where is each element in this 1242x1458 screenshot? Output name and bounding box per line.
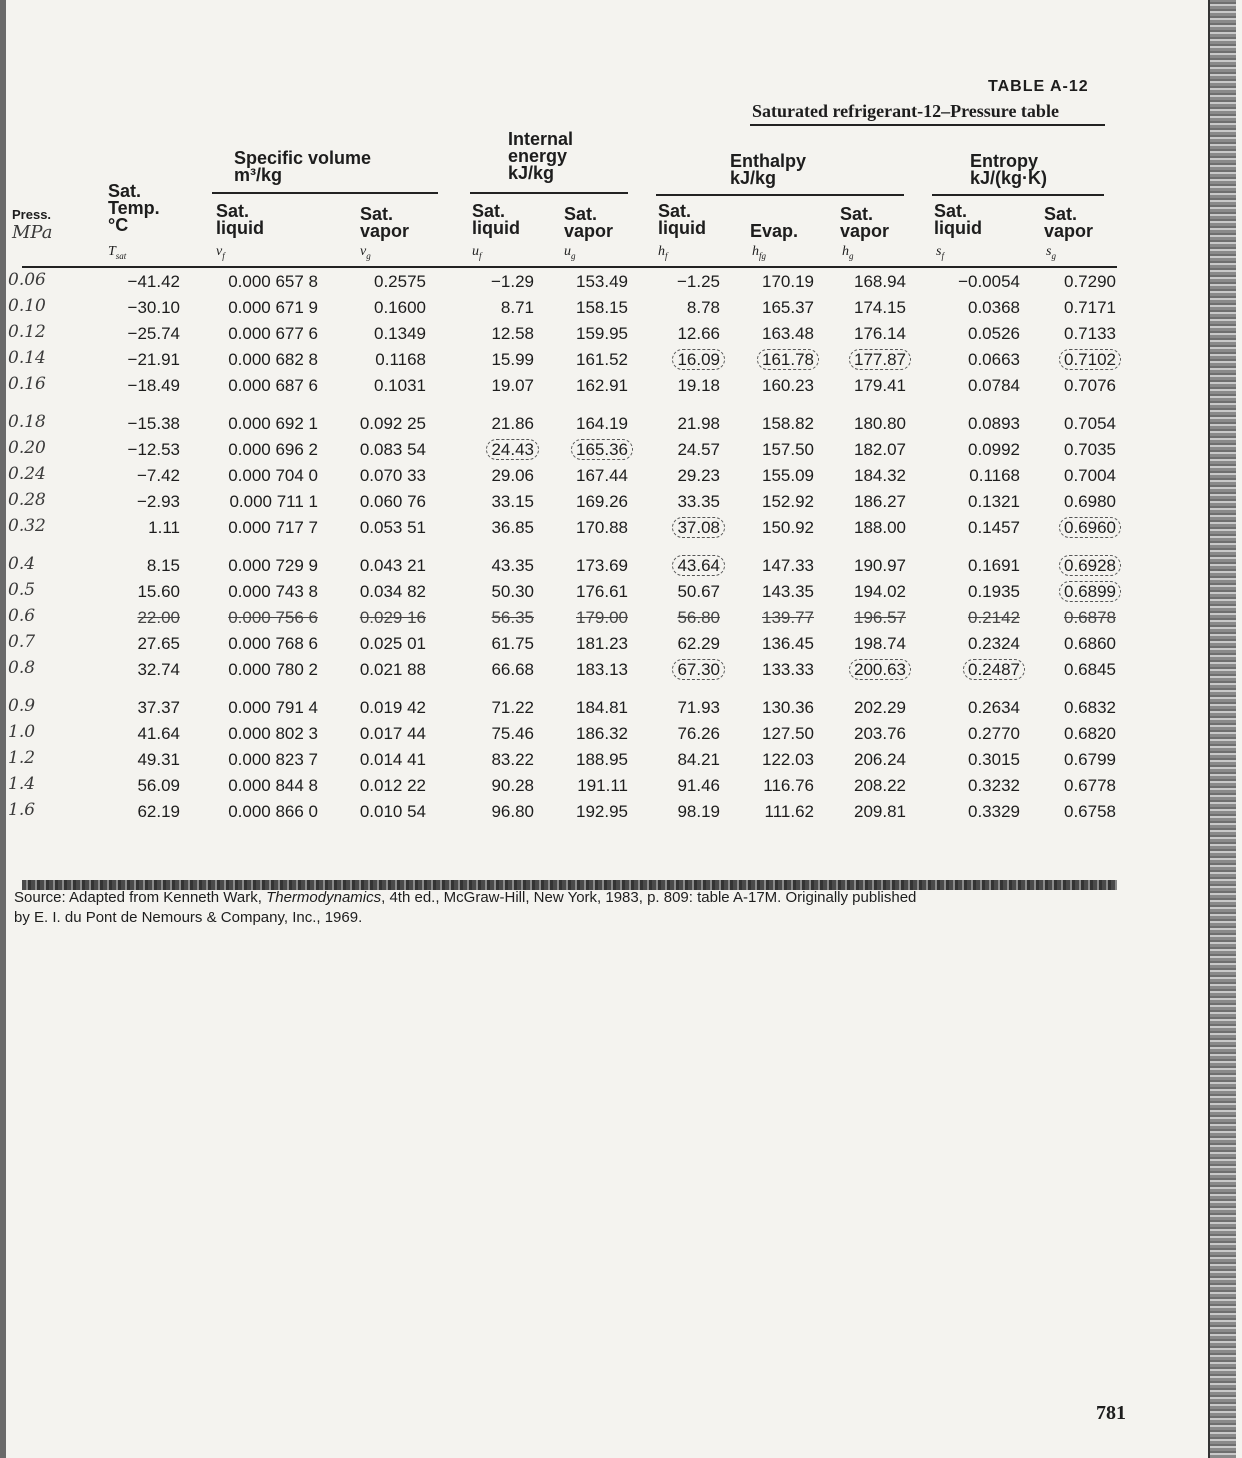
handwritten-pressure: 0.9 [8, 696, 36, 716]
cell-hg: 202.29 [854, 698, 906, 717]
cell-hfg: 143.35 [762, 582, 814, 601]
cell-uf: 15.99 [491, 350, 534, 369]
cell-uf: 21.86 [491, 414, 534, 433]
symbol-uf: $u_f$ [472, 244, 482, 261]
cell-sat-temp: 49.31 [137, 750, 180, 769]
cell-hfg: 150.92 [762, 518, 814, 537]
cell-hf: −1.25 [676, 272, 720, 291]
group-rule [212, 192, 438, 194]
cell-sg: 0.7133 [1064, 324, 1116, 343]
cell-sat-temp: 62.19 [137, 802, 180, 821]
cell-hfg: 165.37 [762, 298, 814, 317]
handwritten-pressure: 1.6 [8, 800, 36, 820]
cell-sg: 0.7004 [1064, 466, 1116, 485]
table-row [0, 322, 1130, 348]
handwritten-pressure: 0.6 [8, 606, 36, 626]
cell-vg: 0.2575 [374, 272, 426, 291]
group-rule [656, 194, 904, 196]
cell-uf: 33.15 [491, 492, 534, 511]
cell-uf: 96.80 [491, 802, 534, 821]
cell-sg: 0.7054 [1064, 414, 1116, 433]
cell-sat-temp: 15.60 [137, 582, 180, 601]
cell-hf: 21.98 [677, 414, 720, 433]
symbol-tsat: $T_{sat}$ [108, 244, 127, 261]
cell-uf: 36.85 [491, 518, 534, 537]
cell-ug: 165.36 [550, 440, 628, 460]
table-row [0, 800, 1130, 826]
cell-sf: 0.2770 [968, 724, 1020, 743]
handwritten-pressure: 0.16 [8, 374, 46, 394]
cell-sat-temp: 1.11 [148, 518, 180, 537]
table-row [0, 722, 1130, 748]
cell-sg: 0.6758 [1064, 802, 1116, 821]
col-label: Sat. [108, 181, 142, 201]
handwritten-pressure: 0.8 [8, 658, 36, 678]
cell-uf: 12.58 [491, 324, 534, 343]
cell-sat-temp: 41.64 [137, 724, 180, 743]
cell-ug: 169.26 [576, 492, 628, 511]
table-row [0, 606, 1130, 632]
cell-sf: 0.0526 [968, 324, 1020, 343]
cell-hfg: 161.78 [730, 350, 814, 370]
cell-hfg: 160.23 [762, 376, 814, 395]
cell-sg: 0.7035 [1064, 440, 1116, 459]
table-row [0, 490, 1130, 516]
source-book-title: Thermodynamics [266, 889, 382, 906]
cell-hg: 180.80 [854, 414, 906, 433]
cell-sat-temp: 37.37 [137, 698, 180, 717]
cell-vf: 0.000 711 1 [229, 492, 318, 511]
symbol-sg: $s_g$ [1046, 244, 1056, 261]
cell-ug: 176.61 [576, 582, 628, 601]
cell-hfg: 122.03 [762, 750, 814, 769]
cell-sg: 0.6928 [1030, 556, 1116, 576]
cell-uf: 19.07 [491, 376, 534, 395]
cell-vf: 0.000 692 1 [228, 414, 318, 433]
title-rule [750, 124, 1105, 126]
cell-ug: 170.88 [576, 518, 628, 537]
col-press: Press. [12, 207, 52, 222]
source-note [14, 888, 1124, 928]
cell-vg: 0.1168 [375, 350, 426, 369]
group-label: Specific volume [234, 148, 372, 168]
cell-hg: 200.63 [826, 660, 906, 680]
handwritten-pressure: 0.5 [8, 580, 36, 600]
symbol-hfg: $h_{fg}$ [752, 244, 767, 261]
cell-uf: 83.22 [491, 750, 534, 769]
symbol-hf: $h_f$ [658, 244, 668, 261]
cell-sat-temp: −21.91 [127, 350, 180, 369]
table-row [0, 774, 1130, 800]
cell-sg: 0.7076 [1064, 376, 1116, 395]
cell-hg: 208.22 [854, 776, 906, 795]
cell-hfg: 163.48 [762, 324, 814, 343]
symbol-sf: $s_f$ [936, 244, 944, 261]
table-row [0, 464, 1130, 490]
cell-sf: 0.2324 [968, 634, 1020, 653]
cell-hf: 12.66 [677, 324, 720, 343]
cell-vg: 0.070 33 [359, 466, 426, 485]
cell-vf: 0.000 704 0 [228, 466, 318, 485]
cell-uf: 61.75 [491, 634, 534, 653]
col-vf: Sat. liquid [216, 201, 264, 238]
cell-vf: 0.000 768 6 [228, 634, 318, 653]
cell-hfg: 157.50 [762, 440, 814, 459]
group-unit: m³/kg [234, 165, 283, 185]
cell-vg: 0.034 82 [359, 582, 426, 601]
cell-hg: 177.87 [826, 350, 906, 370]
table-row [0, 696, 1130, 722]
cell-ug: 173.69 [576, 556, 628, 575]
cell-hf: 62.29 [677, 634, 720, 653]
cell-hf: 33.35 [677, 492, 720, 511]
table-row [0, 348, 1130, 374]
cell-hg: 184.32 [854, 466, 906, 485]
table-row [0, 632, 1130, 658]
cell-sat-temp: −25.74 [127, 324, 180, 343]
cell-ug: 167.44 [576, 466, 628, 485]
handwritten-press-unit: MPa [12, 222, 53, 243]
cell-sat-temp: −12.53 [127, 440, 180, 459]
cell-vg: 0.1600 [374, 298, 426, 317]
cell-hg: 168.94 [854, 272, 906, 291]
cell-vf: 0.000 696 2 [228, 440, 318, 459]
table-row [0, 438, 1130, 464]
col-ug: Sat. vapor [564, 204, 614, 241]
cell-ug: 186.32 [576, 724, 628, 743]
cell-vg: 0.025 01 [359, 634, 426, 653]
cell-vf: 0.000 677 6 [228, 324, 318, 343]
cell-hg: 209.81 [854, 802, 906, 821]
table-row [0, 296, 1130, 322]
cell-sat-temp: −7.42 [136, 466, 180, 485]
group-unit: kJ/kg [508, 163, 555, 183]
col-label: °C [108, 215, 129, 235]
symbol-vg: $v_g$ [360, 244, 371, 261]
cell-sg: 0.6832 [1064, 698, 1116, 717]
cell-ug: 161.52 [576, 350, 628, 369]
cell-hf: 29.23 [677, 466, 720, 485]
col-sf: Sat. liquid [934, 201, 982, 238]
handwritten-pressure: 0.32 [8, 516, 46, 536]
cell-sf: 0.2142 [968, 608, 1020, 627]
cell-uf: 90.28 [491, 776, 534, 795]
table-row [0, 412, 1130, 438]
cell-hfg: 136.45 [762, 634, 814, 653]
cell-sg: 0.6778 [1064, 776, 1116, 795]
group-label: Enthalpy [730, 151, 807, 171]
table-row [0, 554, 1130, 580]
cell-sf: 0.2634 [968, 698, 1020, 717]
cell-sg: 0.7290 [1064, 272, 1116, 291]
cell-vf: 0.000 729 9 [228, 556, 318, 575]
cell-uf: −1.29 [490, 272, 534, 291]
cell-sf: 0.3015 [968, 750, 1020, 769]
cell-hg: 203.76 [854, 724, 906, 743]
cell-vf: 0.000 866 0 [228, 802, 318, 821]
handwritten-pressure: 0.18 [8, 412, 46, 432]
cell-vf: 0.000 717 7 [228, 518, 318, 537]
cell-ug: 188.95 [576, 750, 628, 769]
handwritten-pressure: 0.14 [8, 348, 46, 368]
handwritten-pressure: 0.7 [8, 632, 36, 652]
cell-hfg: 116.76 [763, 776, 814, 795]
cell-ug: 158.15 [576, 298, 628, 317]
cell-sg: 0.6878 [1064, 608, 1116, 627]
source-text-line2: by E. I. du Pont de Nemours & Company, Inc., 1969. [14, 909, 363, 926]
cell-uf: 43.35 [491, 556, 534, 575]
cell-hg: 176.14 [854, 324, 906, 343]
handwritten-pressure: 0.10 [8, 296, 46, 316]
cell-ug: 192.95 [576, 802, 628, 821]
cell-uf: 29.06 [491, 466, 534, 485]
cell-hg: 179.41 [854, 376, 906, 395]
cell-uf: 71.22 [491, 698, 534, 717]
cell-sg: 0.6899 [1030, 582, 1116, 602]
col-sg: Sat. vapor [1044, 204, 1094, 241]
cell-vg: 0.010 54 [359, 802, 426, 821]
cell-vg: 0.043 21 [359, 556, 426, 575]
cell-uf: 66.68 [491, 660, 534, 679]
table-row [0, 270, 1130, 296]
cell-hf: 76.26 [677, 724, 720, 743]
cell-hf: 8.78 [686, 298, 720, 317]
cell-sf: −0.0054 [958, 272, 1020, 291]
handwritten-pressure: 0.12 [8, 322, 46, 342]
cell-uf: 75.46 [491, 724, 534, 743]
cell-vf: 0.000 756 6 [228, 608, 318, 627]
cell-vg: 0.1349 [374, 324, 426, 343]
cell-hf: 91.46 [677, 776, 720, 795]
symbol-ug: $u_g$ [564, 244, 576, 261]
cell-sat-temp: 56.09 [137, 776, 180, 795]
handwritten-pressure: 0.4 [8, 554, 36, 574]
cell-vg: 0.083 54 [359, 440, 426, 459]
col-hf: Sat. liquid [658, 201, 706, 238]
cell-sg: 0.6820 [1064, 724, 1116, 743]
table-row [0, 374, 1130, 400]
cell-sat-temp: 32.74 [137, 660, 180, 679]
cell-ug: 159.95 [576, 324, 628, 343]
cell-sf: 0.3232 [968, 776, 1020, 795]
cell-vf: 0.000 671 9 [228, 298, 318, 317]
cell-ug: 183.13 [576, 660, 628, 679]
cell-vg: 0.021 88 [359, 660, 426, 679]
group-enthalpy [730, 153, 806, 187]
cell-sat-temp: −18.49 [127, 376, 180, 395]
cell-sf: 0.0784 [968, 376, 1020, 395]
cell-uf: 50.30 [491, 582, 534, 601]
cell-ug: 162.91 [576, 376, 628, 395]
cell-hf: 67.30 [640, 660, 720, 680]
cell-vg: 0.014 41 [359, 750, 426, 769]
cell-sf: 0.2487 [924, 660, 1020, 680]
cell-hg: 188.00 [854, 518, 906, 537]
cell-hfg: 170.19 [762, 272, 814, 291]
cell-hg: 198.74 [854, 634, 906, 653]
cell-hfg: 152.92 [762, 492, 814, 511]
table-row [0, 748, 1130, 774]
group-unit: kJ/kg [730, 168, 777, 188]
cell-sg: 0.6799 [1064, 750, 1116, 769]
handwritten-pressure: 0.20 [8, 438, 46, 458]
cell-vg: 0.017 44 [359, 724, 426, 743]
cell-ug: 191.11 [577, 776, 628, 795]
cell-vg: 0.060 76 [359, 492, 426, 511]
cell-vg: 0.1031 [374, 376, 426, 395]
source-text: , 4th ed., McGraw-Hill, New York, 1983, p. 809: table A-17M. Originally published [381, 889, 917, 906]
col-vg: Sat. vapor [360, 204, 410, 241]
cell-hfg: 158.82 [762, 414, 814, 433]
cell-vg: 0.092 25 [359, 414, 426, 433]
cell-uf: 24.43 [460, 440, 534, 460]
group-specific-volume [234, 150, 371, 184]
handwritten-pressure: 0.28 [8, 490, 46, 510]
cell-sat-temp: −15.38 [127, 414, 180, 433]
table-row [0, 580, 1130, 606]
group-rule [932, 194, 1104, 196]
cell-hfg: 130.36 [762, 698, 814, 717]
group-internal-energy [508, 131, 573, 182]
cell-sf: 0.0368 [968, 298, 1020, 317]
cell-hfg: 127.50 [762, 724, 814, 743]
cell-vf: 0.000 780 2 [228, 660, 318, 679]
cell-hf: 24.57 [677, 440, 720, 459]
cell-hfg: 147.33 [762, 556, 814, 575]
cell-hg: 196.57 [854, 608, 906, 627]
cell-sg: 0.6980 [1064, 492, 1116, 511]
col-uf: Sat. liquid [472, 201, 520, 238]
cell-ug: 181.23 [576, 634, 628, 653]
col-hfg: Evap. [750, 221, 799, 241]
table-label: TABLE A-12 [988, 78, 1089, 95]
table-title: Saturated refrigerant-12–Pressure table [752, 101, 1059, 121]
cell-vf: 0.000 791 4 [228, 698, 318, 717]
cell-sf: 0.1321 [968, 492, 1020, 511]
group-rule [470, 192, 628, 194]
cell-sg: 0.6860 [1064, 634, 1116, 653]
cell-hg: 174.15 [854, 298, 906, 317]
cell-hf: 37.08 [640, 518, 720, 538]
cell-hf: 84.21 [677, 750, 720, 769]
cell-vf: 0.000 823 7 [228, 750, 318, 769]
cell-sat-temp: 27.65 [137, 634, 180, 653]
cell-sat-temp: 8.15 [146, 556, 180, 575]
cell-sg: 0.6960 [1030, 518, 1116, 538]
cell-vf: 0.000 844 8 [228, 776, 318, 795]
cell-vg: 0.012 22 [359, 776, 426, 795]
table-row [0, 658, 1130, 684]
cell-vf: 0.000 743 8 [228, 582, 318, 601]
cell-ug: 153.49 [576, 272, 628, 291]
col-hg: Sat. vapor [840, 204, 890, 241]
cell-vf: 0.000 657 8 [228, 272, 318, 291]
cell-ug: 184.81 [576, 698, 628, 717]
cell-hf: 50.67 [677, 582, 720, 601]
source-text: Source: Adapted from Kenneth Wark, [14, 889, 267, 906]
table-row [0, 516, 1130, 542]
cell-sg: 0.7171 [1064, 298, 1116, 317]
cell-ug: 179.00 [576, 608, 628, 627]
cell-sf: 0.1168 [969, 466, 1020, 485]
cell-hg: 182.07 [854, 440, 906, 459]
cell-sg: 0.6845 [1064, 660, 1116, 679]
cell-sf: 0.1691 [968, 556, 1020, 575]
page-number: 781 [1096, 1402, 1126, 1424]
symbol-hg: $h_g$ [842, 244, 854, 261]
page-edge-shadow [1208, 0, 1236, 1458]
cell-sf: 0.1457 [968, 518, 1020, 537]
cell-hg: 186.27 [854, 492, 906, 511]
col-label: Temp. [108, 198, 160, 218]
cell-hfg: 133.33 [762, 660, 814, 679]
cell-sat-temp: −2.93 [136, 492, 180, 511]
cell-sg: 0.7102 [1030, 350, 1116, 370]
cell-hf: 56.80 [677, 608, 720, 627]
handwritten-pressure: 1.2 [8, 748, 36, 768]
group-label: Entropy [970, 151, 1039, 171]
cell-vg: 0.019 42 [359, 698, 426, 717]
cell-vg: 0.029 16 [359, 608, 426, 627]
handwritten-pressure: 1.4 [8, 774, 36, 794]
handwritten-pressure: 0.24 [8, 464, 46, 484]
cell-hfg: 139.77 [762, 608, 814, 627]
data-table-body [0, 270, 1130, 826]
cell-sat-temp: 22.00 [137, 608, 180, 627]
cell-sat-temp: −41.42 [127, 272, 180, 291]
cell-hf: 71.93 [677, 698, 720, 717]
group-unit: kJ/(kg·K) [970, 168, 1048, 188]
cell-vf: 0.000 687 6 [228, 376, 318, 395]
group-label: energy [508, 146, 568, 166]
group-entropy [970, 153, 1047, 187]
handwritten-pressure: 1.0 [8, 722, 36, 742]
cell-hfg: 155.09 [762, 466, 814, 485]
cell-hfg: 111.62 [764, 802, 814, 821]
cell-hf: 19.18 [677, 376, 720, 395]
cell-uf: 56.35 [491, 608, 534, 627]
cell-sf: 0.0893 [968, 414, 1020, 433]
cell-hg: 194.02 [854, 582, 906, 601]
cell-sat-temp: −30.10 [127, 298, 180, 317]
cell-uf: 8.71 [500, 298, 534, 317]
cell-hf: 16.09 [640, 350, 720, 370]
cell-hg: 206.24 [854, 750, 906, 769]
cell-sf: 0.0992 [968, 440, 1020, 459]
cell-vf: 0.000 802 3 [228, 724, 318, 743]
cell-vf: 0.000 682 8 [228, 350, 318, 369]
handwritten-pressure: 0.06 [8, 270, 46, 290]
cell-sf: 0.0663 [968, 350, 1020, 369]
cell-ug: 164.19 [576, 414, 628, 433]
group-label: Internal [508, 129, 574, 149]
cell-vg: 0.053 51 [359, 518, 426, 537]
cell-sf: 0.3329 [968, 802, 1020, 821]
symbol-vf: $v_f$ [216, 244, 225, 261]
cell-sf: 0.1935 [968, 582, 1020, 601]
col-temp [108, 183, 160, 234]
cell-hf: 98.19 [677, 802, 720, 821]
header-rule [22, 266, 1117, 268]
cell-hg: 190.97 [854, 556, 906, 575]
cell-hf: 43.64 [640, 556, 720, 576]
